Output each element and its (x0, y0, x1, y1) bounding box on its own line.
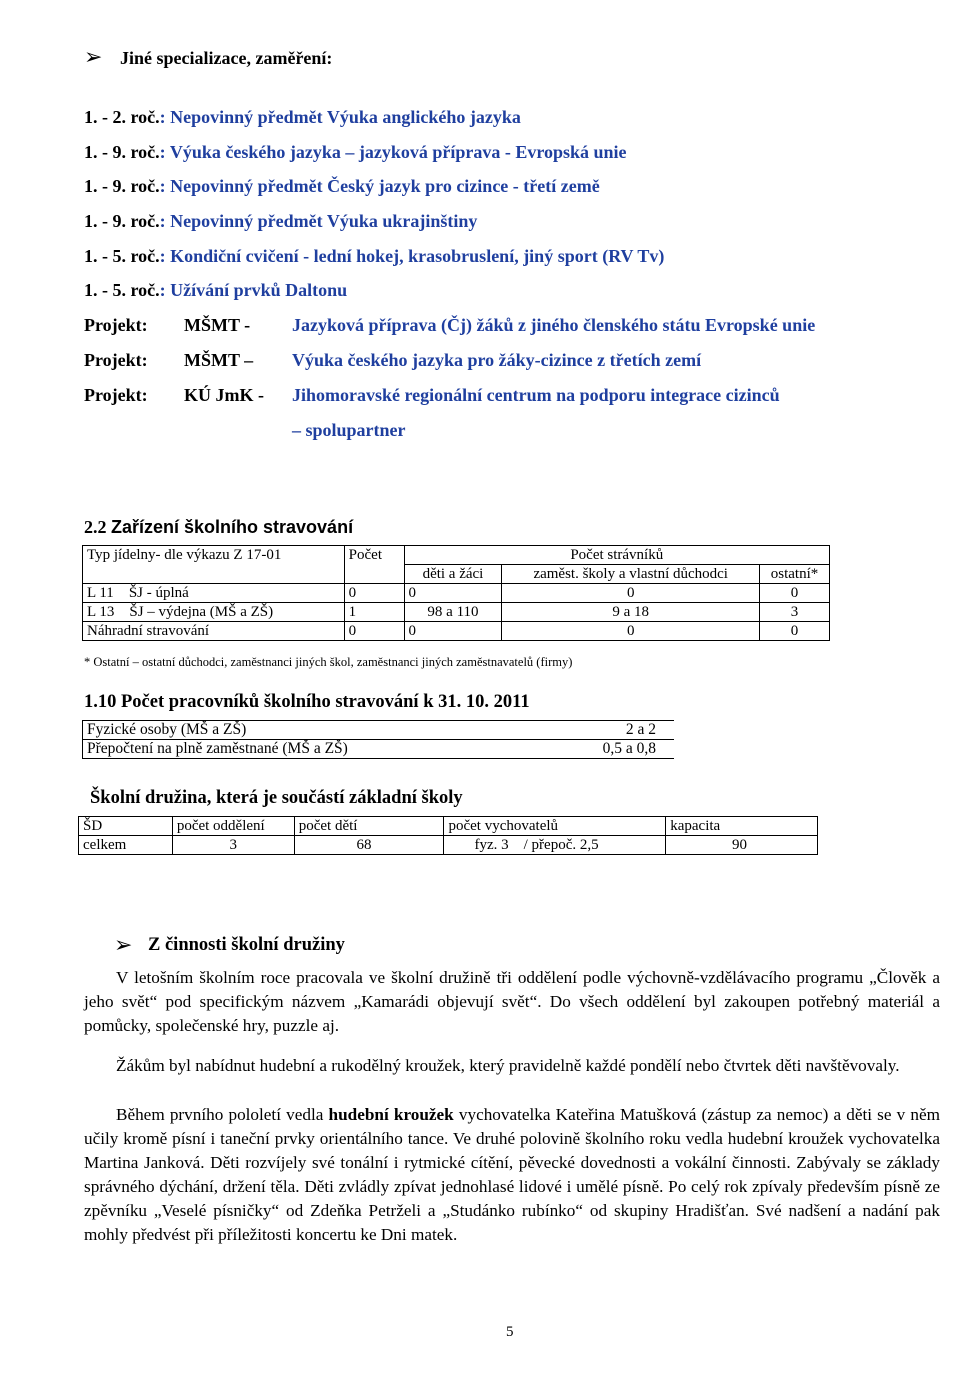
header-sd: ŠD (79, 817, 173, 836)
table-row (83, 603, 830, 622)
header-other: ostatní* (760, 565, 830, 584)
list-item: 1. - 9. roč.: Nepovinný předmět Výuka ukrajinštiny (84, 211, 478, 231)
header-capacity: kapacita (666, 817, 818, 836)
cell-capacity: 90 (666, 836, 818, 855)
header-staff: počet vychovatelů (444, 817, 666, 836)
table-footnote: * Ostatní – ostatní důchodci, zaměstnanci jiných škol, zaměstnanci jiných zaměstnavatelů (firmy) (84, 655, 573, 669)
header-type: Typ jídelny- dle výkazu Z 17-01 (83, 546, 345, 584)
paragraph: Během prvního pololetí vedla hudební kroužek vychovatelka Kateřina Matušková (zástup za nemoc) a děti se v něm učily kromě písní i taneční prvky orientálního tance. Ve druhé polovině školního roku vedla hudební kroužek vychovatelka Martina Janková. Děti rozvíjely své tonální i rytmické cítění, pěvecké dovednosti a vokální činnosti. Zabývaly se základy správného dýchání, držení těla. Děti zvládly zpívat jednohlasé lidové i umělé písně. Po celý rok zpívaly především písně ze zpěvníku „Veselé písničky“ od Zdeňka Petrželi a „Studánko rubínko“ od skupiny Hradišťan. Své nadšení a nadání pak mohly předvést při příležitosti koncertu ke Dni matek. (84, 1105, 940, 1244)
paragraph: Žákům byl nabídnut hudební a rukodělný kroužek, který pravidelně každé pondělí nebo čtvrtek děti navštěvovaly. (116, 1056, 900, 1075)
cell-staff: 9 a 18 (502, 603, 760, 622)
table-row (83, 721, 675, 740)
cell-children: 68 (294, 836, 444, 855)
project-continuation: – spolupartner (292, 420, 406, 440)
table-row (83, 622, 830, 641)
cell-label: Přepočtení na plně zaměstnané (MŠ a ZŠ) (83, 740, 452, 759)
project-label: Projekt: (84, 315, 148, 335)
project-org: KÚ JmK - (184, 385, 264, 405)
cell-type: L 11 ŠJ - úplná (83, 584, 345, 603)
header-staff: zaměst. školy a vlastní důchodci (502, 565, 760, 584)
table-header-row (83, 546, 830, 565)
header-children: děti a žáci (404, 565, 502, 584)
list-item: 1. - 9. roč.: Výuka českého jazyka – jazyková příprava - Evropská unie (84, 142, 627, 162)
cell-children: 0 (404, 584, 502, 603)
cell-departments: 3 (172, 836, 294, 855)
cell-count: 1 (344, 603, 404, 622)
section-title-canteen: 2.2 Zařízení školního stravování (84, 517, 354, 537)
header-diners: Počet strávníků (404, 546, 829, 565)
table-row (83, 740, 675, 759)
cell-other: 0 (760, 584, 830, 603)
project-org: MŠMT – (184, 350, 254, 370)
project-label: Projekt: (84, 385, 148, 405)
cell-value: 0,5 a 0,8 (602, 740, 656, 757)
cell-other: 0 (760, 622, 830, 641)
header-departments: počet oddělení (172, 817, 294, 836)
header-children: počet dětí (294, 817, 444, 836)
cell-label: celkem (79, 836, 173, 855)
project-name: Výuka českého jazyka pro žáky-cizince z třetích zemí (292, 350, 702, 370)
cell-type: L 13 ŠJ – výdejna (MŠ a ZŠ) (83, 603, 345, 622)
canteen-table (82, 545, 830, 641)
cell-children: 98 a 110 (404, 603, 502, 622)
section-title-specializations: Jiné specializace, zaměření: (120, 48, 333, 68)
list-item: 1. - 5. roč.: Kondiční cvičení - lední hokej, krasobruslení, jiný sport (RV Tv) (84, 246, 665, 266)
section-title-activities: Z činnosti školní družiny (148, 935, 345, 955)
cell-staff: 0 (502, 584, 760, 603)
project-name: Jihomoravské regionální centrum na podporu integrace cizinců (292, 385, 780, 405)
page-number: 5 (506, 1324, 514, 1340)
list-item: 1. - 9. roč.: Nepovinný předmět Český jazyk pro cizince - třetí země (84, 176, 600, 196)
header-count: Počet (344, 546, 404, 584)
cell-label: Fyzické osoby (MŠ a ZŠ) (83, 721, 452, 740)
section-title-afterschool: Školní družina, která je součástí základní školy (90, 788, 463, 808)
cell-value: 2 a 2 (625, 721, 656, 738)
cell-staff: 0 (502, 622, 760, 641)
cell-count: 0 (344, 584, 404, 603)
project-org: MŠMT - (184, 315, 251, 335)
arrow-bullet-icon: ➢ (114, 932, 133, 957)
table-row (83, 584, 830, 603)
paragraph: V letošním školním roce pracovala ve školní družině tři oddělení podle výchovně-vzdělávacího programu „Člověk a jeho svět“ pod specifickým názvem „Kamarádi objevují svět“. Do všech oddělení byl zakoupen potřebný materiál a pomůcky, společenské hry, puzzle aj. (84, 968, 940, 1035)
cell-other: 3 (760, 603, 830, 622)
staff-table (82, 720, 674, 759)
section-title-staff: 1.10 Počet pracovníků školního stravování k 31. 10. 2011 (84, 692, 530, 712)
cell-staff: fyz. 3 / přepoč. 2,5 (444, 836, 666, 855)
cell-count: 0 (344, 622, 404, 641)
cell-children: 0 (404, 622, 502, 641)
list-item: 1. - 2. roč.: Nepovinný předmět Výuka anglického jazyka (84, 107, 521, 127)
project-label: Projekt: (84, 350, 148, 370)
project-name: Jazyková příprava (Čj) žáků z jiného členského státu Evropské unie (292, 315, 816, 335)
table-header-row (79, 817, 818, 836)
list-item: 1. - 5. roč.: Užívání prvků Daltonu (84, 280, 348, 300)
arrow-bullet-icon: ➢ (84, 44, 103, 69)
afterschool-table (78, 816, 818, 855)
table-row (79, 836, 818, 855)
cell-type: Náhradní stravování (83, 622, 345, 641)
